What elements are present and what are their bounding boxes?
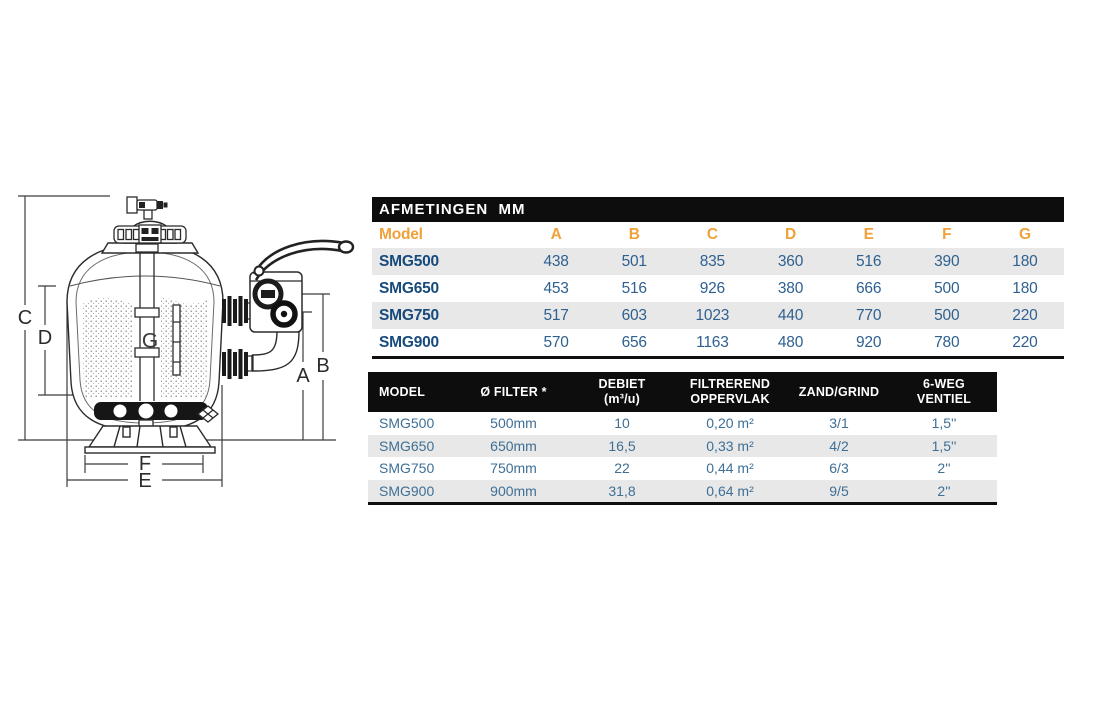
dim-label-a: A [296,365,310,387]
spec-header-line: (m³/u) [604,392,640,406]
table-cell: 920 [830,329,908,356]
dimensions-table [372,197,1064,359]
table-cell: 516 [830,248,908,275]
spec-header-line: DEBIET [598,377,646,391]
spec-cell: 0,20 m² [673,412,787,435]
air-relief-valve-icon [127,197,168,219]
spec-header-line: ZAND/GRIND [798,384,880,399]
spec-cell: 650mm [456,435,571,458]
spec-cell: 3/1 [787,412,891,435]
spec-header-line: MODEL [379,384,426,399]
table-cell: 1163 [673,329,751,356]
column-header-a: A [550,226,562,243]
table-cell: 770 [830,302,908,329]
spec-header-filter [456,372,571,412]
spec-cell: 16,5 [571,435,673,458]
spec-header-debiet [571,372,673,412]
table-cell: 380 [751,275,829,302]
specs-table-grid [368,412,997,502]
table-cell: 390 [908,248,986,275]
table-cell: 1023 [673,302,751,329]
column-header-b: B [628,226,640,243]
table-cell: 570 [517,329,595,356]
spec-cell: 1,5'' [891,412,997,435]
table-cell-model: SMG750 [372,302,517,329]
spec-header-zand-grind [787,372,891,412]
spec-cell: 900mm [456,480,571,503]
column-header-e: E [863,226,874,243]
table-cell: 453 [517,275,595,302]
spec-cell: 9/5 [787,480,891,503]
table-cell: 656 [595,329,673,356]
table-cell: 180 [986,275,1064,302]
spec-cell: 2'' [891,457,997,480]
table-cell: 500 [908,275,986,302]
table-cell: 780 [908,329,986,356]
dimensions-table-grid [372,222,1064,356]
column-header-f: F [942,226,952,243]
table-cell: 501 [595,248,673,275]
table-cell: 480 [751,329,829,356]
table-cell: 835 [673,248,751,275]
table-cell-model: SMG500 [372,248,517,275]
spec-cell: 750mm [456,457,571,480]
table-cell: 180 [986,248,1064,275]
table-cell: 666 [830,275,908,302]
specs-table-header [368,372,997,412]
spec-header-line: Ø FILTER * [480,384,547,399]
dim-label-g: G [141,329,159,353]
table-cell: 603 [595,302,673,329]
spec-cell-model: SMG900 [368,480,456,503]
table-cell-model: SMG900 [372,329,517,356]
spec-header-line: 6-WEG [923,377,965,391]
column-header-model: Model [379,226,423,243]
spec-cell: 31,8 [571,480,673,503]
multiport-valve [250,241,353,371]
table-cell: 500 [908,302,986,329]
dim-label-e: E [138,470,152,492]
specs-table [368,372,997,505]
spec-cell: 1,5'' [891,435,997,458]
spec-cell-model: SMG500 [368,412,456,435]
base-stand [85,426,215,453]
bulkhead-couplings [222,296,253,379]
table-cell: 517 [517,302,595,329]
table-cell: 926 [673,275,751,302]
spec-cell: 10 [571,412,673,435]
table-cell: 440 [751,302,829,329]
spec-header-line: OPPERVLAK [690,392,770,406]
column-header-d: D [784,226,796,243]
table-cell: 360 [751,248,829,275]
spec-cell: 500mm [456,412,571,435]
spec-cell: 0,44 m² [673,457,787,480]
column-header-g: G [1018,226,1031,243]
column-header-c: C [706,226,718,243]
table-cell: 220 [986,329,1064,356]
spec-cell: 22 [571,457,673,480]
spec-header-line: FILTREREND [689,377,771,391]
spec-header-ventiel [891,372,997,412]
dim-label-b: B [316,355,330,377]
spec-header-oppervlak [673,372,787,412]
spec-cell: 6/3 [787,457,891,480]
spec-cell: 2'' [891,480,997,503]
dim-label-c: C [17,307,33,329]
filter-diagram [0,186,362,502]
spec-header-line: VENTIEL [916,392,972,406]
spec-cell-model: SMG650 [368,435,456,458]
spec-cell: 0,33 m² [673,435,787,458]
table-cell-model: SMG650 [372,275,517,302]
spec-header-model [368,372,456,412]
dimensions-table-title: AFMETINGEN MM [372,197,1064,222]
spec-cell: 0,64 m² [673,480,787,503]
table-cell: 516 [595,275,673,302]
spec-cell: 4/2 [787,435,891,458]
dim-label-d: D [37,327,53,349]
spec-cell-model: SMG750 [368,457,456,480]
dim-label-f: F [138,453,152,475]
table-cell: 438 [517,248,595,275]
table-cell: 220 [986,302,1064,329]
lid-clamp-ring [114,225,186,243]
